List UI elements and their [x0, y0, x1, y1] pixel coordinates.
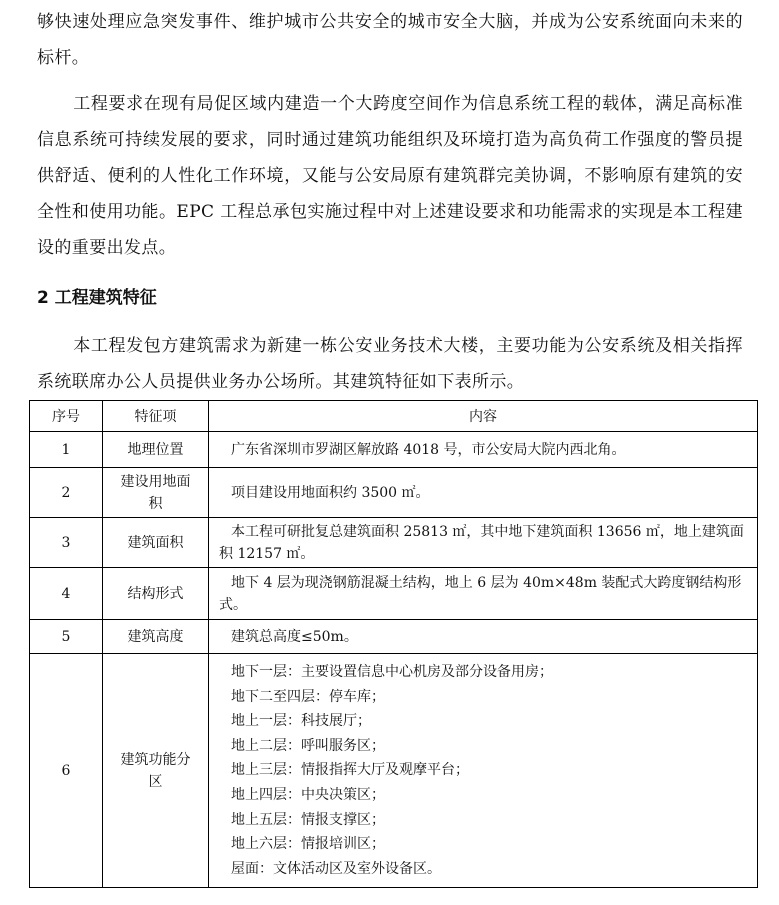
table-row — [30, 568, 758, 620]
row-content: 项目建设用地面积约 3500 ㎡。 — [209, 468, 758, 518]
header-no: 序号 — [30, 401, 103, 432]
list-item: 地上二层：呼叫服务区； — [231, 737, 385, 754]
row-number: 1 — [30, 432, 103, 468]
paragraph-intro-continuation: 够快速处理应急突发事件、维护城市公共安全的城市安全大脑，并成为公安系统面向未来的标杆。 — [37, 12, 743, 68]
row-content-list — [209, 654, 758, 888]
row-content: 广东省深圳市罗湖区解放路 4018 号，市公安局大院内西北角。 — [209, 432, 758, 468]
list-item: 地上五层：情报支撑区； — [231, 811, 385, 828]
row-feature: 建筑面积 — [103, 518, 209, 568]
paragraph-requirements — [37, 86, 743, 266]
header-feature: 特征项 — [103, 401, 209, 432]
row-number: 2 — [30, 468, 103, 518]
paragraph-table-intro — [37, 328, 743, 400]
table-row — [30, 432, 758, 468]
row-content: 本工程可研批复总建筑面积 25813 ㎡，其中地下建筑面积 13656 ㎡，地上建筑面积 12157 ㎡。 — [209, 518, 758, 568]
list-item: 地下一层：主要设置信息中心机房及部分设备用房； — [231, 664, 553, 680]
paragraph-table-intro-text: 本工程发包方建筑需求为新建一栋公安业务技术大楼，主要功能为公安系统及相关指挥系统联席办公人员提供业务办公场所。其建筑特征如下表所示。 — [37, 336, 743, 392]
list-item: 地上四层：中央决策区； — [231, 786, 385, 803]
table-row — [30, 620, 758, 654]
row-content: 地下 4 层为现浇钢筋混凝土结构，地上 6 层为 40m×48m 装配式大跨度钢结构形式。 — [209, 568, 758, 620]
table-row — [30, 654, 758, 888]
row-feature: 结构形式 — [103, 568, 209, 620]
header-content: 内容 — [209, 401, 758, 432]
row-content: 建筑总高度≤50m。 — [209, 620, 758, 654]
list-item: 地下二至四层：停车库； — [231, 688, 385, 705]
row-number: 4 — [30, 568, 103, 620]
table-header-row — [30, 401, 758, 432]
list-item: 地上一层：科技展厅； — [231, 713, 371, 730]
row-number: 6 — [30, 654, 103, 888]
row-feature: 地理位置 — [103, 432, 209, 468]
table-row — [30, 518, 758, 568]
row-number: 3 — [30, 518, 103, 568]
paragraph-requirements-text: 工程要求在现有局促区域内建造一个大跨度空间作为信息系统工程的载体，满足高标准信息系统可持续发展的要求，同时通过建筑功能组织及环境打造为高负荷工作强度的警员提供舒适、便利的人性化工作环境，又能与公安局原有建筑群完美协调，不影响原有建筑的安全性和使用功能。EPC 工程总承包实施过程中对上述建设要求和功能需求的实现是本工程建设的重要出发点。 — [37, 94, 743, 258]
building-features-table — [29, 400, 758, 888]
row-feature: 建筑功能分区 — [103, 654, 209, 888]
list-item: 屋面：文体活动区及室外设备区。 — [231, 860, 441, 877]
row-feature: 建设用地面积 — [103, 468, 209, 518]
row-feature: 建筑高度 — [103, 620, 209, 654]
row-number: 5 — [30, 620, 103, 654]
section-heading: 2 工程建筑特征 — [37, 288, 157, 308]
list-item: 地上六层：情报培训区； — [231, 836, 385, 853]
table-row — [30, 468, 758, 518]
list-item: 地上三层：情报指挥大厅及观摩平台； — [231, 762, 469, 779]
